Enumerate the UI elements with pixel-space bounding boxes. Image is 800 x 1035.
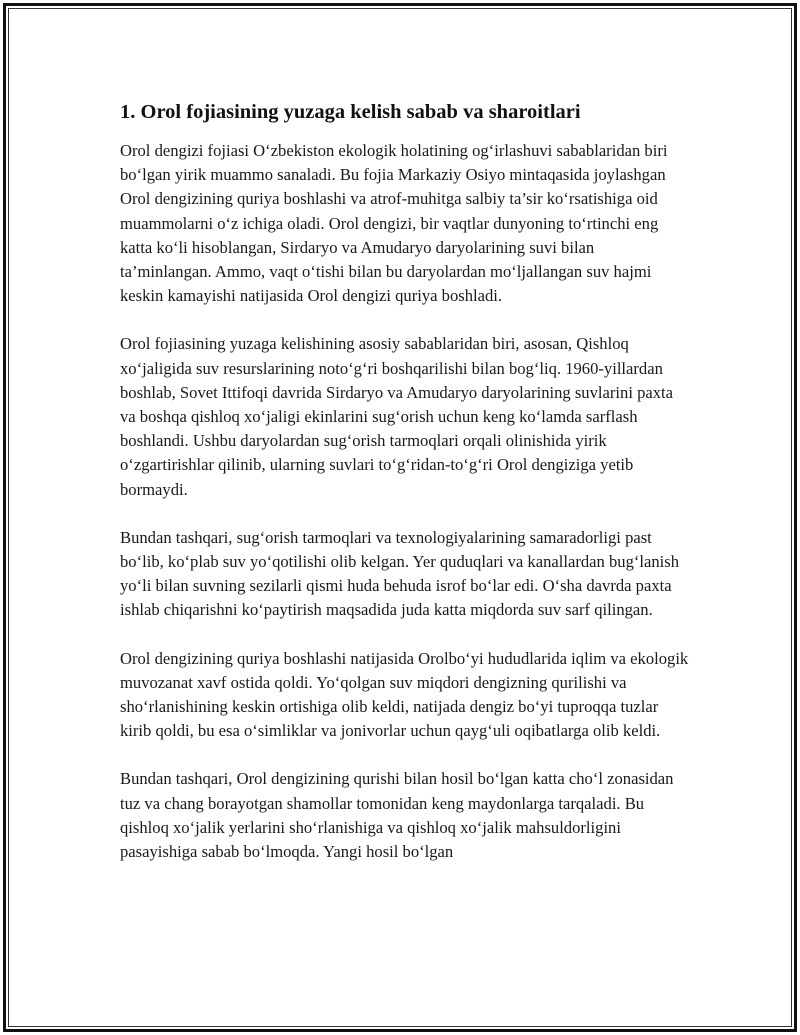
section-heading: 1. Orol fojiasining yuzaga kelish sabab va sharoitlari: [120, 101, 581, 123]
paragraph: Orol dengizining quriya boshlashi natijasida Orolbo‘yi hududlarida iqlim va ekologik muvozanat xavf ostida qoldi. Yo‘qolgan suv miqdori dengizning qurilishi va sho‘rlanishining keskin ortishiga olib keldi, natijada dengiz bo‘yi tuproqqa tuzlar kirib qoldi, bu esa o‘simliklar va jonivorlar uchun qayg‘uli oqibatlarga olib keldi.: [120, 648, 689, 741]
document-body: [120, 99, 690, 888]
paragraph: Orol dengizi fojiasi O‘zbekiston ekologik holatining og‘irlashuvi sabablaridan biri bo‘lgan yirik muammo sanaladi. Bu fojia Markaziy Osiyo mintaqasida joylashgan Orol dengizining quriya boshlashi va atrof-muhitga salbiy ta’sir ko‘rsatishiga oid muammolarni o‘z ichiga oladi. Orol dengizi, bir vaqtlar dunyoning to‘rtinchi eng katta ko‘li hisoblangan, Sirdaryo va Amudaryo daryolarining suvi bilan ta’minlangan. Ammo, vaqt o‘tishi bilan bu daryolardan mo‘ljallangan suv hajmi keskin kamayishi natijasida Orol dengizi quriya boshladi.: [120, 141, 668, 306]
paragraph: Orol fojiasining yuzaga kelishining asosiy sabablaridan biri, asosan, Qishloq xo‘jaligida suv resurslarining noto‘g‘ri boshqarilishi bilan bog‘liq. 1960-yillardan boshlab, Sovet Ittifoqi davrida Sirdaryo va Amudaryo daryolarining suvlarini paxta va boshqa qishloq xo‘jaligi ekinlarini sug‘orish uchun keng ko‘lamda sarflash boshlandi. Ushbu daryolardan sug‘orish tarmoqlari orqali olinishida yirik o‘zgartirishlar qilinib, ularning suvlari to‘g‘ridan-to‘g‘ri Orol dengiziga yetib bormaydi.: [120, 334, 674, 499]
paragraph: Bundan tashqari, Orol dengizining qurishi bilan hosil bo‘lgan katta cho‘l zonasidan tuz va chang borayotgan shamollar tomonidan keng maydonlarga tarqaladi. Bu qishloq xo‘jalik yerlarini sho‘rlanishiga va qishloq xo‘jalik mahsuldorligini pasayishiga sabab bo‘lmoqda. Yangi hosil bo‘lgan: [120, 769, 674, 862]
paragraph: Bundan tashqari, sug‘orish tarmoqlari va texnologiyalarining samaradorligi past bo‘lib, ko‘plab suv yo‘qotilishi olib kelgan. Yer quduqlari va kanallardan bug‘lanish yo‘li bilan suvning sezilarli qismi huda behuda isrof bo‘lar edi. O‘sha davrda paxta ishlab chiqarishni ko‘paytirish maqsadida juda katta miqdorda suv sarf qilingan.: [120, 527, 680, 620]
document-page: [3, 3, 797, 1032]
